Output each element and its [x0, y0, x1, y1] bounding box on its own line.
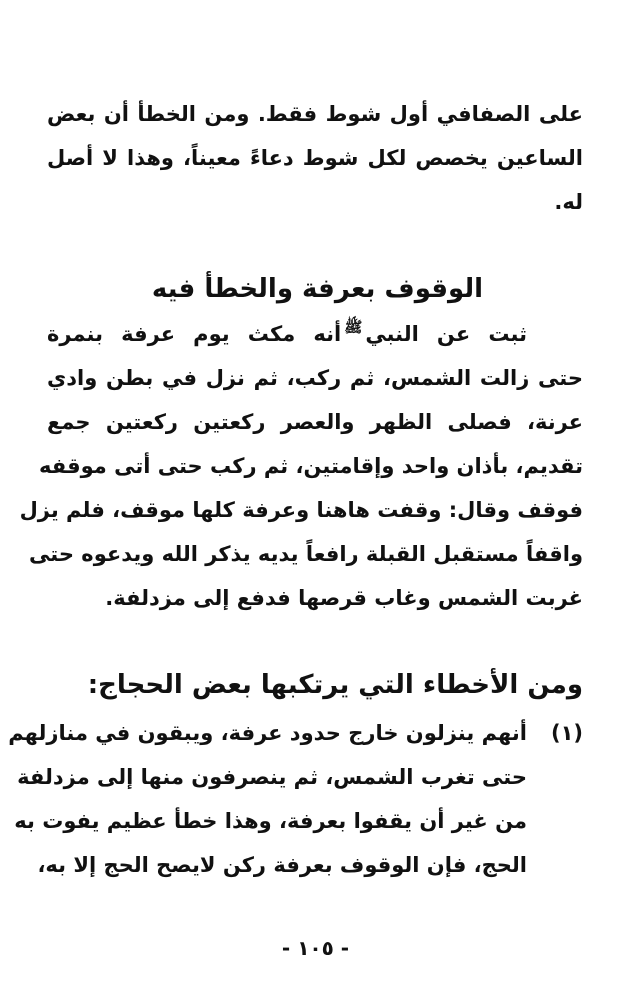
list-item-line-3: من غير أن يقفوا بعرفة، وهذا خطأ عظيم يفوت به	[14, 809, 527, 833]
list-item-line-1: أنهم ينزلون خارج حدود عرفة، ويبقون في منازلهم	[8, 721, 527, 745]
intro-line-3: له.	[554, 190, 583, 214]
intro-line-1: على الصفافي أول شوط فقط. ومن الخطأ أن بعض	[47, 102, 583, 126]
wuquf-heading: الوقوف بعرفة والخطأ فيه	[151, 274, 483, 304]
intro-paragraph	[47, 92, 583, 224]
list-item-line-4: الحج، فإن الوقوف بعرفة ركن لايصح الحج إلا به،	[37, 853, 527, 877]
list-item-text	[8, 711, 527, 887]
wuquf-line-7: غربت الشمس وغاب قرصها فدفع إلى مزدلفة.	[105, 586, 583, 610]
wuquf-line-2: حتى زالت الشمس، ثم ركب، ثم نزل في بطن وادي	[47, 366, 583, 390]
page-number: - ١٠٥ -	[281, 936, 350, 960]
wuquf-paragraph	[19, 312, 583, 620]
list-item-number: (١)	[550, 721, 583, 745]
salawat-mark: ﷺ	[344, 318, 363, 336]
wuquf-line-1-end: أنه مكث يوم عرفة بنمرة	[47, 322, 342, 346]
list-item-line-2: حتى تغرب الشمس، ثم ينصرفون منها إلى مزدلفة	[17, 765, 527, 789]
wuquf-line-1-start: ثبت عن النبي	[365, 322, 528, 346]
errors-heading: ومن الأخطاء التي يرتكبها بعض الحجاج:	[87, 670, 583, 700]
wuquf-line-3: عرنة، فصلى الظهر والعصر ركعتين ركعتين جمع	[47, 410, 583, 434]
wuquf-line-4: تقديم، بأذان واحد وإقامتين، ثم ركب حتى أتى موقفه	[39, 454, 583, 478]
wuquf-line-5: فوقف وقال: وقفت هاهنا وعرفة كلها موقف، فلم يزل	[19, 498, 583, 522]
wuquf-line-1	[47, 312, 527, 356]
wuquf-line-6: واقفاً مستقبل القبلة رافعاً يديه يذكر الله ويدعوه حتى	[29, 542, 583, 566]
intro-line-2: الساعين يخصص لكل شوط دعاءً معيناً، وهذا لا أصل	[47, 146, 583, 170]
